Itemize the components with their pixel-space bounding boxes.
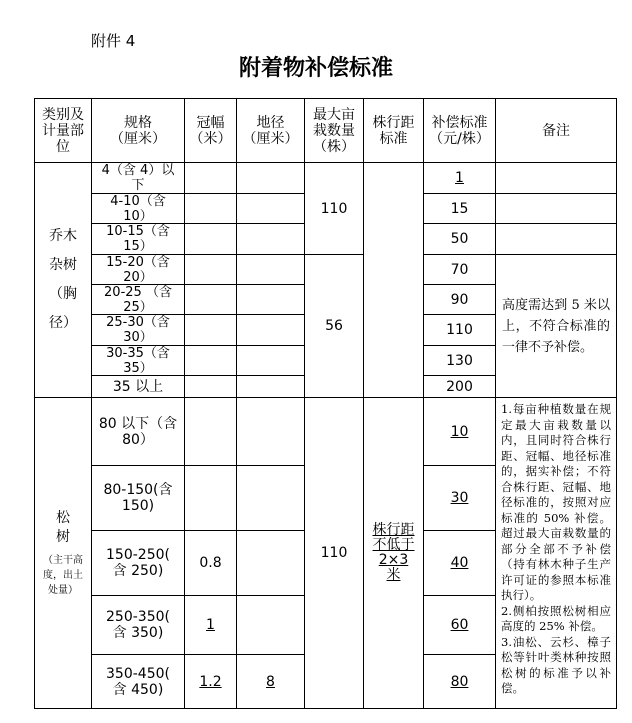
pine-spec-1: 80 以下（含 80）	[98, 415, 178, 448]
arbor-price-1: 1	[455, 170, 464, 186]
header-max-density: 最大亩 栽数量 （株）	[313, 106, 355, 155]
arbor-price-5: 90	[450, 291, 469, 308]
arbor-price-4: 70	[450, 261, 469, 278]
header-standard: 补偿标准 （元/株）	[429, 114, 490, 147]
arbor-price-7: 130	[446, 352, 473, 369]
pine-spec-2: 80-150(含 150)	[103, 482, 173, 514]
pine-price-4: 60	[450, 617, 469, 633]
pine-spec-4: 250-350( 含 350)	[106, 609, 170, 641]
arbor-price-3: 50	[450, 231, 469, 247]
pine-price-5: 80	[450, 673, 469, 690]
arbor-spec-3: 10-15（含 15）	[106, 224, 170, 254]
header-crown: 冠幅 （米）	[189, 114, 232, 147]
pine-category: 松 树 （主干高 度，出土 处量）	[43, 509, 83, 596]
arbor-category: 乔木 杂树 （胸 径）	[49, 228, 77, 331]
arbor-spec-1: 4（含 4）以 下	[101, 163, 175, 193]
header-category: 类别及 计量部 位	[42, 106, 84, 155]
pine-ground-dia-5: 8	[266, 673, 275, 690]
pine-crown-5: 1.2	[199, 673, 222, 690]
pine-crown-3: 0.8	[199, 555, 222, 571]
arbor-spec-5: 20-25 （含 25）	[104, 285, 172, 314]
arbor-spec-8: 35 以上	[112, 378, 164, 395]
arbor-spec-7: 30-35（含 35）	[106, 346, 170, 375]
arbor-max-density-b: 56	[325, 318, 343, 334]
pine-max-density: 110	[320, 545, 348, 561]
pine-price-1: 10	[450, 423, 469, 440]
header-ground-diameter: 地径 （厘米）	[242, 114, 299, 147]
pine-crown-4: 1	[206, 617, 215, 633]
arbor-spec-2: 4-10（含 10）	[110, 194, 166, 223]
arbor-price-8: 200	[446, 378, 473, 395]
document-title: 附着物补偿标准	[238, 55, 393, 81]
pine-remark: 1.每亩种植数量在规定最大亩栽数量以内，且同时符合株行距、冠幅、地径标准的，据实补偿；不符合株行距、冠幅、地径标准的，按照对应标准的 50% 补偿。超过最大亩栽数量的部分全部不予补偿（持有林木种子生产许可证的参照本标准执行）。 2.侧柏按照松树相应高度的 25% 补偿。 3.油松、云杉、樟子松等针叶类林种按照松树的标准予以补偿。	[501, 402, 611, 695]
arbor-remark: 高度需达到 5 米以上，不符合标准的一律不予补偿。	[502, 297, 610, 355]
arbor-spec-4: 15-20（含 20）	[106, 255, 170, 284]
header-spec: 规格 （厘米）	[110, 114, 166, 147]
arbor-max-density-a: 110	[320, 200, 348, 217]
header-remark: 备注	[542, 122, 570, 139]
pine-price-2: 30	[450, 490, 469, 506]
attachment-label: 附件 4	[91, 32, 136, 50]
arbor-price-2: 15	[450, 200, 469, 217]
pine-spec-3: 150-250( 含 250)	[106, 547, 170, 579]
arbor-price-6: 110	[446, 322, 473, 338]
pine-spacing: 株行距 不低于 2×3 米	[372, 522, 415, 583]
arbor-spec-6: 25-30（含 30）	[106, 315, 170, 345]
pine-spec-5: 350-450( 含 450)	[106, 665, 170, 698]
header-spacing: 株行距 标准	[372, 114, 415, 147]
pine-price-3: 40	[450, 555, 469, 571]
